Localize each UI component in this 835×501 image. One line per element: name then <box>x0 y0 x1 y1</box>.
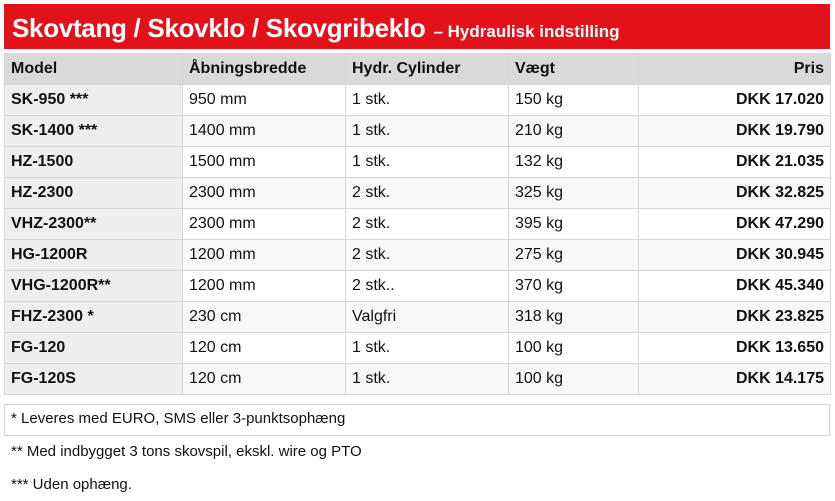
price-cell: DKK 21.035 <box>639 147 831 178</box>
table-row <box>5 240 831 271</box>
table-row <box>5 302 831 333</box>
column-header-price: Pris <box>639 54 831 85</box>
table-row <box>5 116 831 147</box>
footnote-single-star: * Leveres med EURO, SMS eller 3-punktsophæng <box>11 410 346 427</box>
weight-cell: 325 kg <box>509 178 639 209</box>
cylinder-cell: Valgfri <box>346 302 509 333</box>
weight-cell: 318 kg <box>509 302 639 333</box>
column-header-model: Model <box>5 54 183 85</box>
weight-cell: 210 kg <box>509 116 639 147</box>
column-header-opening-width: Åbningsbredde <box>183 54 346 85</box>
cylinder-cell: 1 stk. <box>346 364 509 395</box>
opening-width-cell: 2300 mm <box>183 209 346 240</box>
price-cell: DKK 47.290 <box>639 209 831 240</box>
cylinder-cell: 1 stk. <box>346 147 509 178</box>
table-row <box>5 85 831 116</box>
weight-cell: 150 kg <box>509 85 639 116</box>
model-cell: SK-950 *** <box>5 85 183 116</box>
column-header-cylinder: Hydr. Cylinder <box>346 54 509 85</box>
opening-width-cell: 120 cm <box>183 333 346 364</box>
footnote-double-star: ** Med indbygget 3 tons skovspil, ekskl. wire og PTO <box>11 443 362 460</box>
price-cell: DKK 45.340 <box>639 271 831 302</box>
model-cell: HG-1200R <box>5 240 183 271</box>
model-cell: FHZ-2300 * <box>5 302 183 333</box>
table-row <box>5 178 831 209</box>
price-cell: DKK 30.945 <box>639 240 831 271</box>
opening-width-cell: 1200 mm <box>183 240 346 271</box>
table-row <box>5 147 831 178</box>
cylinder-cell: 2 stk. <box>346 240 509 271</box>
model-cell: HZ-2300 <box>5 178 183 209</box>
table-row <box>5 209 831 240</box>
weight-cell: 370 kg <box>509 271 639 302</box>
column-header-weight: Vægt <box>509 54 639 85</box>
price-cell: DKK 32.825 <box>639 178 831 209</box>
table-header-row <box>5 54 831 85</box>
price-cell: DKK 19.790 <box>639 116 831 147</box>
price-cell: DKK 14.175 <box>639 364 831 395</box>
weight-cell: 132 kg <box>509 147 639 178</box>
table-row <box>5 333 831 364</box>
price-table <box>4 53 831 395</box>
table-body <box>5 85 831 395</box>
footnote-triple-star: *** Uden ophæng. <box>11 476 132 493</box>
price-cell: DKK 13.650 <box>639 333 831 364</box>
cylinder-cell: 1 stk. <box>346 85 509 116</box>
model-cell: FG-120S <box>5 364 183 395</box>
opening-width-cell: 1500 mm <box>183 147 346 178</box>
weight-cell: 395 kg <box>509 209 639 240</box>
opening-width-cell: 1200 mm <box>183 271 346 302</box>
model-cell: VHZ-2300** <box>5 209 183 240</box>
weight-cell: 100 kg <box>509 333 639 364</box>
table-row <box>5 271 831 302</box>
model-cell: SK-1400 *** <box>5 116 183 147</box>
table-row <box>5 364 831 395</box>
page-subtitle: – Hydraulisk indstilling <box>433 22 620 41</box>
title-bar <box>4 4 830 49</box>
model-cell: FG-120 <box>5 333 183 364</box>
weight-cell: 100 kg <box>509 364 639 395</box>
cylinder-cell: 2 stk.. <box>346 271 509 302</box>
opening-width-cell: 120 cm <box>183 364 346 395</box>
cylinder-cell: 2 stk. <box>346 209 509 240</box>
price-cell: DKK 23.825 <box>639 302 831 333</box>
cylinder-cell: 1 stk. <box>346 116 509 147</box>
model-cell: VHG-1200R** <box>5 271 183 302</box>
page-title: Skovtang / Skovklo / Skovgribeklo <box>12 13 426 43</box>
opening-width-cell: 1400 mm <box>183 116 346 147</box>
weight-cell: 275 kg <box>509 240 639 271</box>
opening-width-cell: 950 mm <box>183 85 346 116</box>
opening-width-cell: 230 cm <box>183 302 346 333</box>
model-cell: HZ-1500 <box>5 147 183 178</box>
opening-width-cell: 2300 mm <box>183 178 346 209</box>
cylinder-cell: 1 stk. <box>346 333 509 364</box>
cylinder-cell: 2 stk. <box>346 178 509 209</box>
price-cell: DKK 17.020 <box>639 85 831 116</box>
